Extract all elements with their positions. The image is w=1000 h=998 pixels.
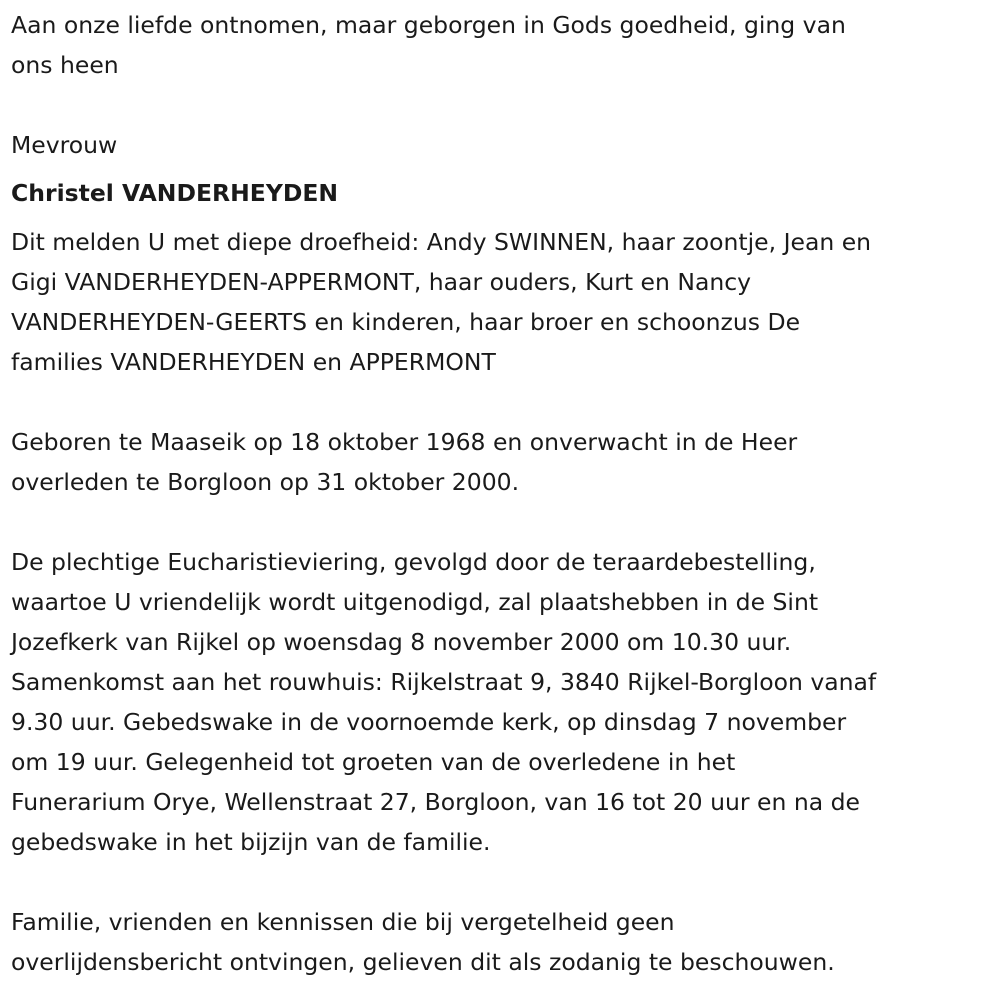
text-line: Familie, vrienden en kennissen die bij vergetelheid geen [11, 908, 675, 936]
text-line: overleden te Borgloon op 31 oktober 2000. [11, 468, 520, 496]
text-line: waartoe U vriendelijk wordt uitgenodigd, zal plaatshebben in de Sint [11, 588, 819, 616]
text-line: Geboren te Maaseik op 18 oktober 1968 en onverwacht in de Heer [11, 428, 798, 456]
text-line: ons heen [11, 51, 119, 79]
text-line: om 19 uur. Gelegenheid tot groeten van de overledene in het [11, 748, 736, 776]
intro-paragraph [11, 5, 1000, 85]
text-line: Jozefkerk van Rijkel op woensdag 8 november 2000 om 10.30 uur. [11, 628, 792, 656]
ceremony-paragraph [11, 542, 1000, 862]
text-line: families VANDERHEYDEN en APPERMONT [11, 348, 496, 376]
text-line: Gigi VANDERHEYDEN-APPERMONT, haar ouders, Kurt en Nancy [11, 268, 752, 296]
text-line: Samenkomst aan het rouwhuis: Rijkelstraat 9, 3840 Rijkel-Borgloon vanaf [11, 668, 877, 696]
family-paragraph [11, 222, 1000, 382]
deceased-name: Christel VANDERHEYDEN [11, 179, 339, 207]
salutation: Mevrouw [11, 131, 118, 159]
closing-paragraph [11, 902, 1000, 982]
text-line: Dit melden U met diepe droefheid: Andy SWINNEN, haar zoontje, Jean en [11, 228, 872, 256]
text-line: De plechtige Eucharistieviering, gevolgd door de teraardebestelling, [11, 548, 816, 576]
birth-death-paragraph [11, 422, 1000, 502]
text-line: gebedswake in het bijzijn van de familie. [11, 828, 491, 856]
text-line: 9.30 uur. Gebedswake in de voornoemde kerk, op dinsdag 7 november [11, 708, 847, 736]
text-line: Funerarium Orye, Wellenstraat 27, Borgloon, van 16 tot 20 uur en na de [11, 788, 860, 816]
text-line: VANDERHEYDEN-GEERTS en kinderen, haar broer en schoonzus De [11, 308, 801, 336]
text-line: Aan onze liefde ontnomen, maar geborgen in Gods goedheid, ging van [11, 11, 846, 39]
text-line: overlijdensbericht ontvingen, gelieven dit als zodanig te beschouwen. [11, 948, 835, 976]
